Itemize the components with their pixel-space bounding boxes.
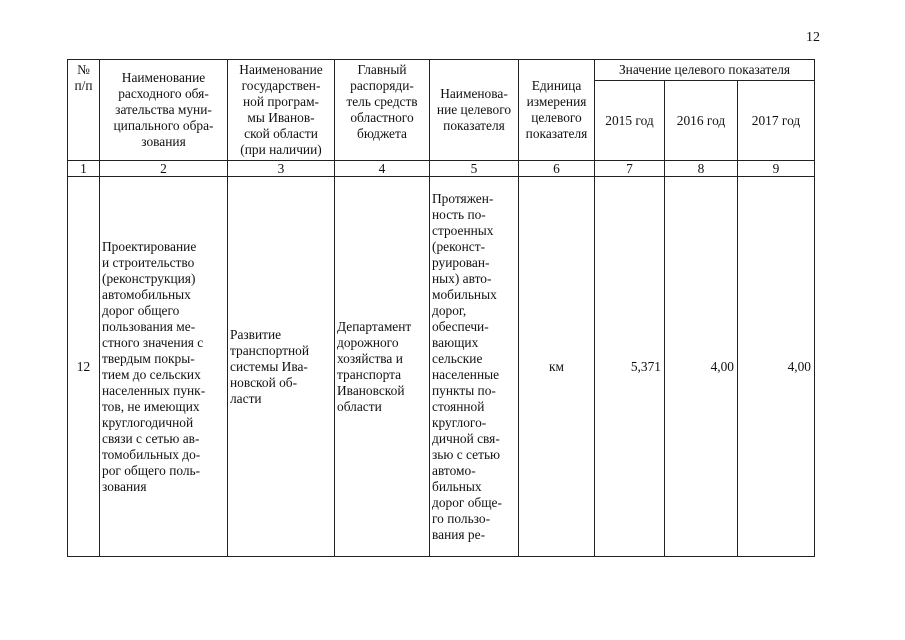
header-col-program: Наименование государствен- ной програм- мы Иванов- ской области (при наличии) (228, 60, 335, 161)
unit-cell: км (519, 177, 595, 557)
column-number: 2 (100, 161, 228, 177)
value-2017: 4,00 (738, 177, 815, 557)
obligation-text: Проектирование и строительство (реконструкция) автомобильных дорог общего пользования ме- стного значения с твердым покры- тием до сельских населенных пунк- тов, не имеющих круглогодичной связи с сетью ав- томобильных до- рог общего поль- зования (102, 238, 206, 494)
program-text: Развитие транспортной системы Ива- новской об- ласти (230, 326, 310, 406)
obligation-cell (100, 177, 228, 557)
header-col-manager: Главный распоряди- тель средств областного бюджета (335, 60, 430, 161)
manager-cell (335, 177, 430, 557)
column-number: 4 (335, 161, 430, 177)
header-year-2017: 2017 год (738, 81, 815, 161)
column-number: 7 (595, 161, 665, 177)
header-year-2016: 2016 год (665, 81, 738, 161)
header-col-obligation: Наименование расходного обя- зательства муни- ципального обра- зования (100, 60, 228, 161)
indicator-text: Протяжен- ность по- строенных (реконст- руирован- ных) авто- мобильных дорог, обеспечи- вающих сельские населенные пункты по- стоянной круглого- дичной свя- зью с сетью автомо- бильных дорог обще- го пользо- вания ре- (432, 190, 502, 542)
page-number: 12 (806, 30, 820, 45)
column-number: 1 (68, 161, 100, 177)
row-number: 12 (68, 177, 100, 557)
manager-text: Департамент дорожного хозяйства и транспорта Ивановской области (337, 318, 412, 414)
header-target-value-group: Значение целевого показателя (595, 60, 815, 81)
header-year-2015: 2015 год (595, 81, 665, 161)
header-col-indicator: Наименова- ние целевого показателя (430, 60, 519, 161)
program-cell (228, 177, 335, 557)
header-col-unit: Единица измерения целевого показателя (519, 60, 595, 161)
column-number: 5 (430, 161, 519, 177)
value-2015: 5,371 (595, 177, 665, 557)
column-number: 9 (738, 161, 815, 177)
column-numbers-row (68, 161, 815, 177)
header-row-1 (68, 60, 815, 81)
target-indicators-table (67, 59, 815, 557)
header-col-number: № п/п (68, 60, 100, 161)
column-number: 6 (519, 161, 595, 177)
column-number: 8 (665, 161, 738, 177)
table-row (68, 177, 815, 557)
indicator-cell (430, 177, 519, 557)
value-2016: 4,00 (665, 177, 738, 557)
column-number: 3 (228, 161, 335, 177)
